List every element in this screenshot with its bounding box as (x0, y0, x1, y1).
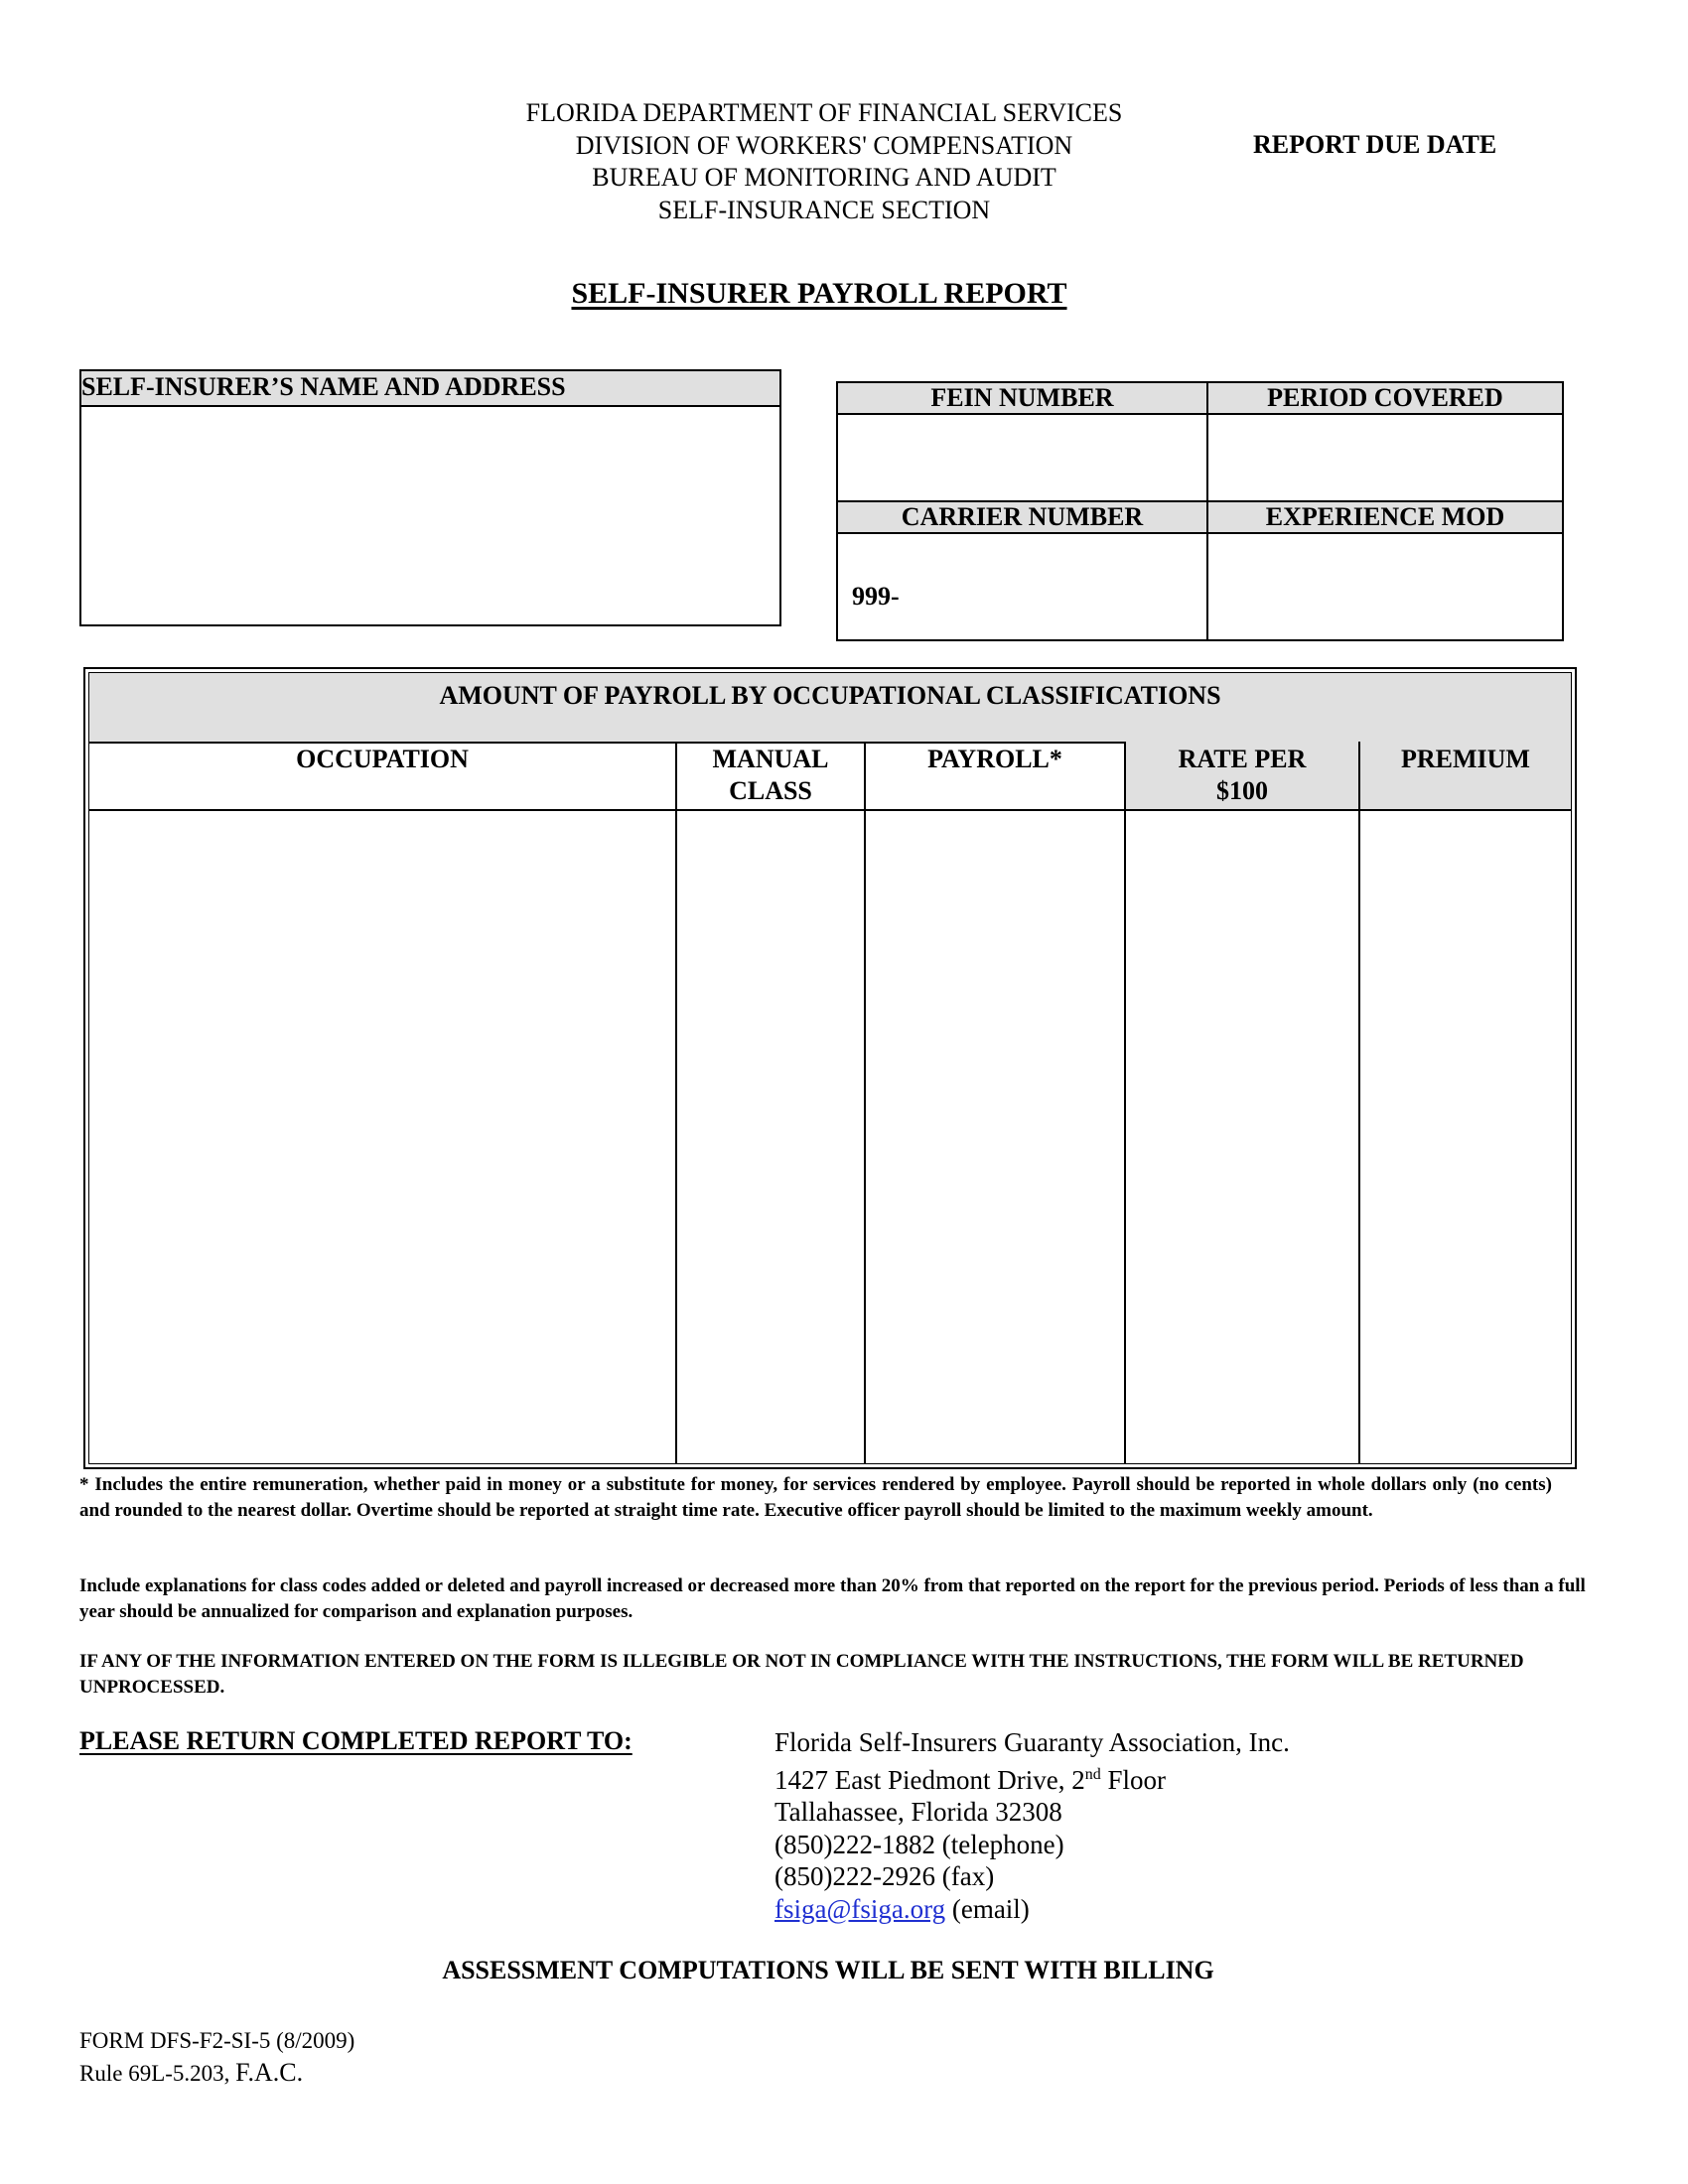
manual-class-column[interactable] (677, 742, 866, 1463)
info-grid (836, 381, 1564, 641)
agency-line: FLORIDA DEPARTMENT OF FINANCIAL SERVICES (525, 98, 1123, 127)
fein-field[interactable] (837, 414, 1207, 501)
rate-per-100-column[interactable] (1126, 742, 1360, 1463)
occupation-header (89, 742, 675, 811)
email-suffix: (email) (945, 1893, 1030, 1924)
return-org: Florida Self-Insurers Guaranty Association, Inc. (774, 1727, 1290, 1757)
return-fax: (850)222-2926 (fax) (774, 1861, 995, 1891)
rate-per-100-header (1126, 742, 1358, 811)
name-address-label: SELF-INSURER’S NAME AND ADDRESS (81, 371, 779, 407)
experience-mod-field[interactable] (1207, 533, 1563, 640)
payroll-table-title: AMOUNT OF PAYROLL BY OCCUPATIONAL CLASSIFICATIONS (89, 673, 1571, 744)
column-header-label: OCCUPATION (296, 745, 469, 773)
email-link[interactable]: fsiga@fsiga.org (774, 1893, 946, 1924)
street-text: Floor (1100, 1764, 1166, 1795)
payroll-header (866, 742, 1124, 811)
column-header-label: RATE PER (1178, 745, 1307, 773)
return-city: Tallahassee, Florida 32308 (774, 1797, 1062, 1827)
period-covered-label: PERIOD COVERED (1207, 382, 1563, 414)
column-header-label: MANUAL (712, 745, 829, 773)
street-text: 1427 East Piedmont Drive, 2 (774, 1764, 1085, 1795)
column-header-label: $100 (1216, 776, 1268, 805)
return-phone: (850)222-1882 (telephone) (774, 1829, 1064, 1859)
column-header-label: PAYROLL* (927, 745, 1062, 773)
street-suffix: nd (1084, 1765, 1101, 1783)
column-header-label: CLASS (729, 776, 812, 805)
premium-column[interactable] (1360, 742, 1571, 1463)
period-covered-field[interactable] (1207, 414, 1563, 501)
explanation-note: Include explanations for class codes added or deleted and payroll increased or decreased more than 20% from that reported on the report for the previous period. Periods of less than a full year should be annualized for comparison and explanation purposes. (79, 1575, 1586, 1622)
assessment-note: ASSESSMENT COMPUTATIONS WILL BE SENT WITH BILLING (442, 1956, 1214, 1984)
return-label: PLEASE RETURN COMPLETED REPORT TO: (79, 1726, 633, 1755)
page-title: SELF-INSURER PAYROLL REPORT (571, 277, 1067, 310)
experience-mod-label: EXPERIENCE MOD (1207, 501, 1563, 533)
premium-header (1360, 742, 1571, 811)
illegible-warning: IF ANY OF THE INFORMATION ENTERED ON THE FORM IS ILLEGIBLE OR NOT IN COMPLIANCE WITH THE INSTRUCTIONS, THE FORM WILL BE RETURNED UNPROCESSED. (79, 1651, 1524, 1698)
agency-line: BUREAU OF MONITORING AND AUDIT (592, 163, 1056, 192)
carrier-number-field[interactable]: 999- (837, 533, 1207, 640)
rule-fac: F.A.C. (235, 2058, 304, 2087)
name-address-field[interactable] (81, 407, 779, 625)
agency-header (437, 97, 1211, 226)
payroll-table (83, 667, 1577, 1469)
payroll-column[interactable] (866, 742, 1126, 1463)
agency-line: DIVISION OF WORKERS' COMPENSATION (575, 130, 1073, 160)
name-address-box (79, 369, 781, 626)
return-email-line (774, 1893, 1290, 1926)
form-number: FORM DFS-F2-SI-5 (8/2009) (79, 2028, 355, 2053)
manual-class-header (677, 742, 864, 811)
carrier-number-label: CARRIER NUMBER (837, 501, 1207, 533)
form-footer (79, 2025, 354, 2090)
fein-label: FEIN NUMBER (837, 382, 1207, 414)
report-due-date-label: REPORT DUE DATE (1253, 130, 1497, 159)
return-street (774, 1759, 1290, 1797)
occupation-column[interactable] (89, 742, 677, 1463)
rule-citation (79, 2057, 354, 2090)
payroll-footnote: * Includes the entire remuneration, whether paid in money or a substitute for money, for services rendered by employee. Payroll should be reported in whole dollars only (no cents) and rounded to the nearest dollar. Overtime should be reported at straight time rate. Executive officer payroll should be limited to the maximum weekly amount. (79, 1474, 1552, 1521)
return-address (774, 1726, 1290, 1925)
column-header-label: PREMIUM (1401, 745, 1530, 773)
agency-line: SELF-INSURANCE SECTION (657, 195, 991, 224)
rule-text: Rule 69L-5.203, (79, 2061, 236, 2086)
